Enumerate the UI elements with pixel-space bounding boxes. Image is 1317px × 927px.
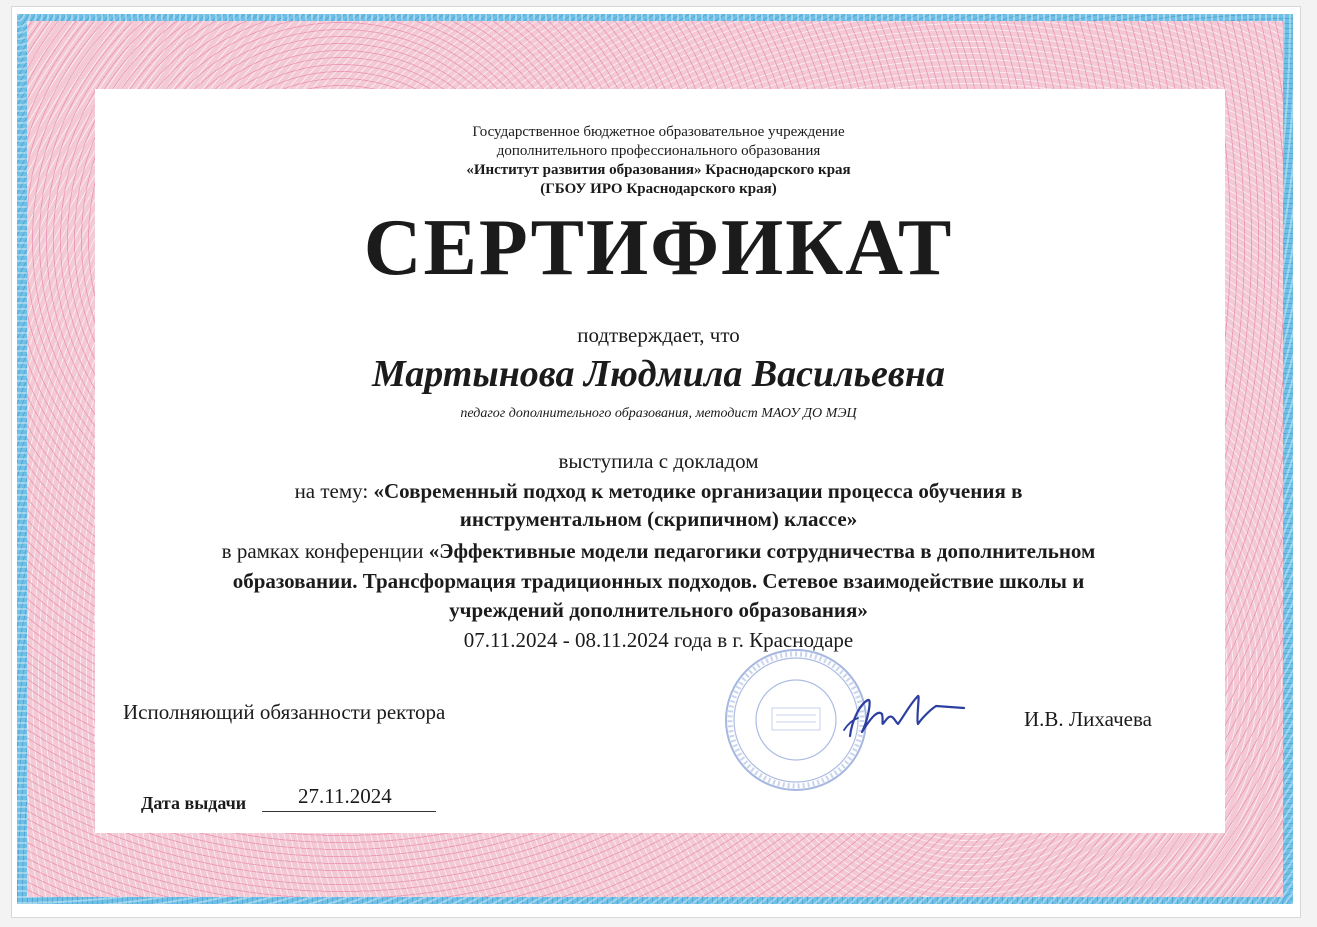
- institution-line-2: дополнительного профессионального образования: [496, 143, 821, 159]
- topic-prefix: на тему:: [294, 479, 374, 503]
- conference-line-2: образовании. Трансформация традиционных подходов. Сетевое взаимодействие школы и: [232, 569, 1085, 593]
- institution-line-3: «Институт развития образования» Краснодарского края: [466, 162, 851, 178]
- recipient-position: педагог дополнительного образования, методист МАОУ ДО МЭЦ: [460, 406, 857, 421]
- conference-title-part-1: «Эффективные модели педагогики сотрудничества в дополнительном: [428, 539, 1096, 563]
- conference-line-3: учреждений дополнительного образования»: [449, 598, 868, 622]
- certificate-title: СЕРТИФИКАТ: [363, 204, 954, 292]
- recipient-name: Мартынова Людмила Васильевна: [372, 353, 945, 395]
- topic-line-2: инструментальном (скрипичном) классе»: [459, 507, 858, 531]
- institution-line-1: Государственное бюджетное образовательное учреждение: [472, 124, 845, 140]
- conference-line-1: [0, 537, 1317, 565]
- topic-title-part-1: «Современный подход к методике организации процесса обучения в: [373, 479, 1023, 503]
- issue-date-value: 27.11.2024: [298, 784, 392, 808]
- signature-scribble: [838, 680, 978, 750]
- topic-line-1: [0, 477, 1317, 505]
- signatory-name: И.В. Лихачева: [1024, 707, 1152, 731]
- conference-prefix: в рамках конференции: [221, 539, 429, 563]
- institution-line-4: (ГБОУ ИРО Краснодарского края): [540, 181, 777, 197]
- signatory-role: Исполняющий обязанности ректора: [123, 700, 446, 724]
- confirm-text: подтверждает, что: [577, 323, 740, 347]
- issue-date-label: Дата выдачи: [141, 793, 247, 813]
- issue-date-underline: [262, 811, 436, 812]
- report-intro: выступила с докладом: [558, 449, 759, 473]
- dates-place: 07.11.2024 - 08.11.2024 года в г. Краснодаре: [463, 628, 854, 652]
